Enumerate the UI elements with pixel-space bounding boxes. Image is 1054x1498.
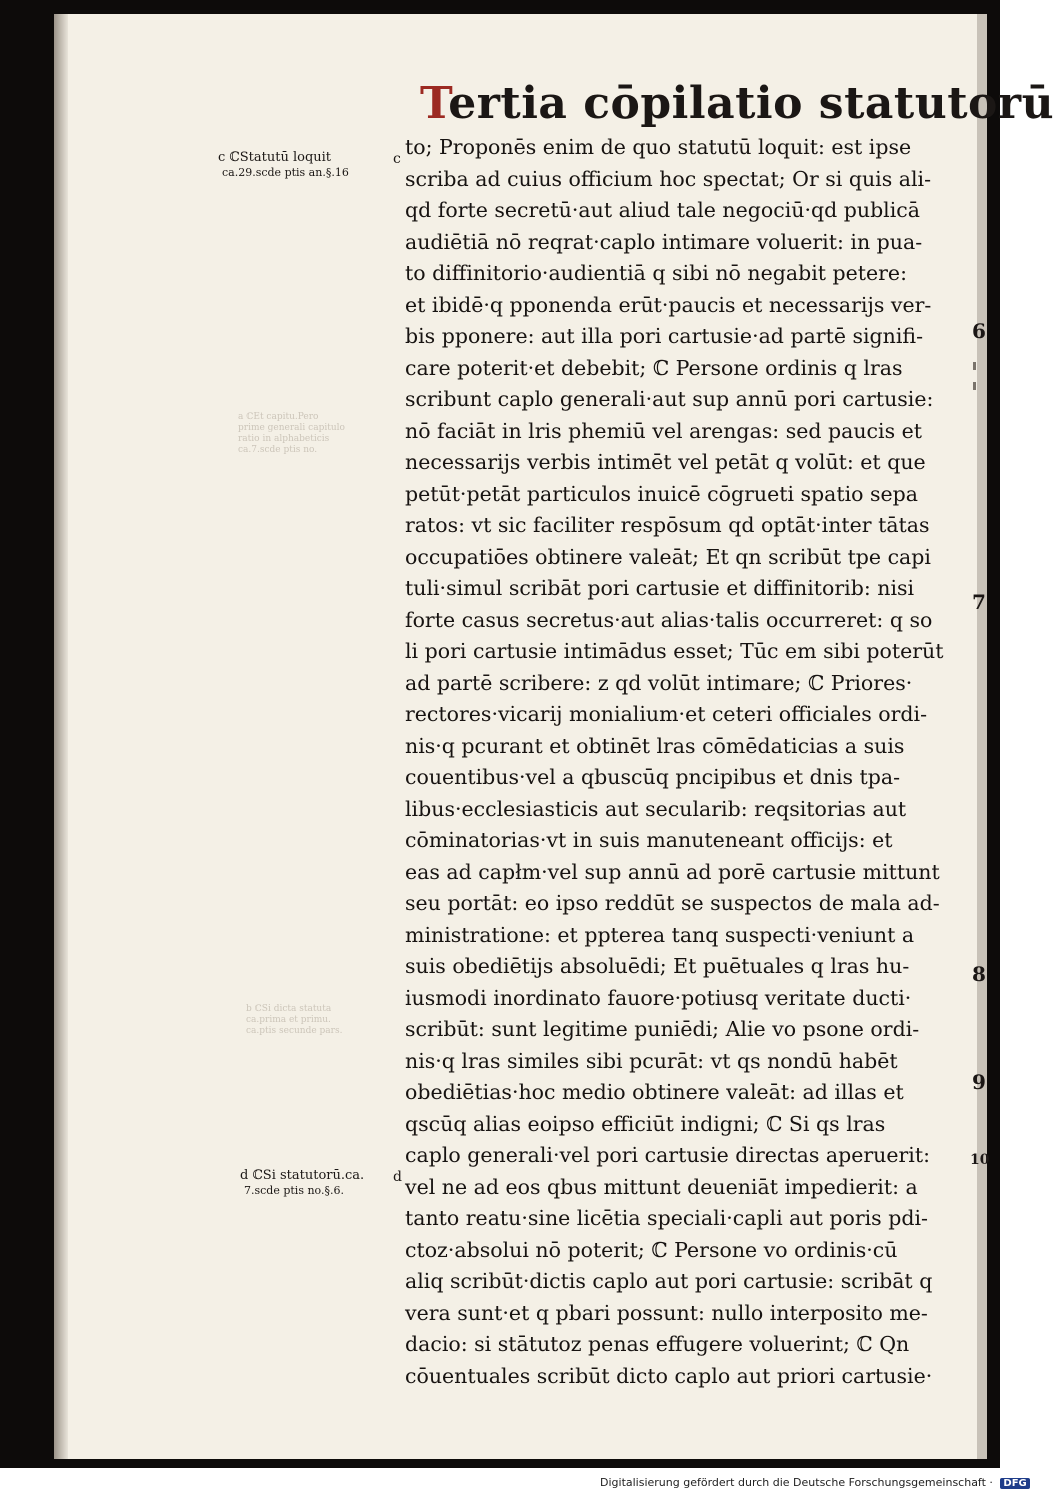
text-line: aliq scribūt·dictis caplo aut pori cartusie: scribāt q (405, 1269, 933, 1293)
text-line: dacio: si stātutoz penas effugere voluerint; ℂ Qn (405, 1332, 910, 1356)
text-line: eas ad capłm·vel sup annū ad porē cartusie mittunt (405, 859, 940, 884)
text-line: qscūq alias eoipso efficiūt indigni; ℂ Si qs lras (405, 1111, 886, 1136)
text-line: bis pponere: aut illa pori cartusie·ad partē signifi- (405, 324, 924, 348)
section-number-9: 9 (972, 1070, 986, 1094)
text-line: seu portāt: eo ipso reddūt se suspectos de mala ad- (405, 891, 940, 915)
text-line: couentibus·vel a qbuscūq pncipibus et dnis tpa- (405, 765, 901, 789)
ghost-note-b-line-2: ca.prima et primu. (246, 1015, 331, 1025)
section-number-7: 7 (972, 590, 986, 614)
text-line: necessarijs verbis intimēt vel petāt q volūt: et que (405, 450, 926, 474)
ghost-margin-note-b (246, 1004, 342, 1037)
text-line: scribunt caplo generali·aut sup annū pori cartusie: (405, 387, 934, 411)
section-number-10: 10 (970, 1152, 990, 1168)
margin-note-bottom (240, 1168, 364, 1198)
section-number-6: 6 (972, 319, 986, 343)
text-line: obediētias·hoc medio obtinere valeāt: ad illas et (405, 1080, 904, 1104)
margin-mark (973, 362, 976, 370)
line-marker-d: d (393, 1169, 402, 1185)
text-line: suis obediētijs absoluēdi; Et puētuales q lras hu- (405, 954, 910, 978)
text-line: li pori cartusie intimādus esset; Tūc em sibi poterūt (405, 639, 944, 663)
ghost-note-a-line-1: a ℂEt capitu.Pero (238, 412, 319, 422)
text-line: to; Proponēs enim de quo statutū loquit: est ipse (405, 135, 912, 159)
title-rest: ertia cōpilatio statutorū (448, 78, 1054, 129)
section-number-8: 8 (972, 962, 986, 986)
margin-note-top (218, 150, 349, 180)
text-line: tanto reatu·sine licētia speciali·capli aut poris pdi- (405, 1206, 928, 1230)
ghost-note-a-line-4: ca.7.scde ptis no. (238, 445, 318, 455)
text-line: ministratione: et ppterea tanq suspecti·veniunt a (405, 922, 915, 947)
text-line: nō faciāt in lris phemiū vel arengas: sed paucis et (405, 418, 922, 443)
text-line: qd forte secretū·aut aliud tale negociū·qd publicā (405, 198, 921, 222)
ghost-margin-note-a (238, 412, 345, 456)
text-line: ad partē scribere: z qd volūt intimare; ℂ Priores· (405, 670, 913, 695)
text-line: caplo generali·vel pori cartusie directas aperuerit: (405, 1143, 930, 1167)
margin-note-bottom-line-1: d ℂSi statutorū.ca. (240, 1168, 365, 1183)
text-line: ctoz·absolui nō poterit; ℂ Persone vo ordinis·cū (405, 1237, 898, 1262)
margin-mark (973, 382, 976, 390)
margin-note-top-line-1: c ℂStatutū loquit (218, 150, 332, 165)
text-line: libus·ecclesiasticis aut secularib: reqsitorias aut (405, 796, 907, 821)
text-line: scriba ad cuius officium hoc spectat; Or si quis ali- (405, 166, 932, 191)
text-line: to diffinitorio·audientiā q sibi nō negabit petere: (405, 261, 907, 285)
text-line: ratos: vt sic faciliter respōsum qd optāt·inter tātas (405, 513, 930, 537)
page-title (420, 78, 1054, 129)
margin-note-bottom-line-2: 7.scde ptis no.§.6. (244, 1184, 344, 1197)
ghost-note-b-line-1: b ℂSi dicta statuta (246, 1004, 332, 1014)
text-line: rectores·vicarij monialium·et ceteri officiales ordi- (405, 702, 927, 726)
text-line: tuli·simul scribāt pori cartusie et diffinitorib: nisi (405, 576, 915, 600)
ghost-note-b-line-3: ca.ptis secunde pars. (246, 1026, 343, 1036)
footer-credit-text: Digitalisierung gefördert durch die Deutsche Forschungsgemeinschaft · (600, 1476, 993, 1489)
dfg-logo: DFG (1000, 1478, 1029, 1489)
text-line: scribūt: sunt legitime puniēdi; Alie vo psone ordi- (405, 1017, 920, 1041)
ghost-note-a-line-3: ratio in alphabeticis (238, 434, 330, 444)
title-initial: T (420, 78, 449, 129)
text-line: iusmodi inordinato fauore·potiusq veritate ducti· (405, 985, 912, 1010)
text-line: et ibidē·q pponenda erūt·paucis et necessarijs ver- (405, 292, 932, 317)
text-line: care poterit·et debebit; ℂ Persone ordinis q lras (405, 355, 903, 380)
text-line: vel ne ad eos qbus mittunt deueniāt impedierit: a (405, 1174, 918, 1199)
text-line: petūt·petāt particulos inuicē cōgrueti spatio sepa (405, 481, 919, 506)
text-line: cōminatorias·vt in suis manuteneant officijs: et (405, 828, 893, 852)
text-line: nis·q lras similes sibi pcurāt: vt qs nondū habēt (405, 1048, 898, 1073)
margin-note-top-line-2: ca.29.scde ptis an.§.16 (222, 166, 349, 179)
ghost-note-a-line-2: prime generali capitulo (238, 423, 345, 433)
page-gutter-shadow (54, 14, 68, 1459)
text-line: cōuentuales scribūt dicto caplo aut priori cartusie· (405, 1363, 933, 1388)
text-line: nis·q pcurant et obtinēt lras cōmēdaticias a suis (405, 733, 905, 758)
line-marker-c: c (393, 151, 401, 167)
text-line: audiētiā nō reqrat·caplo intimare voluerit: in pua- (405, 229, 923, 254)
text-line: vera sunt·et q pbari possunt: nullo interposito me- (405, 1300, 928, 1325)
text-line: forte casus secretus·aut alias·talis occurreret: q so (405, 607, 933, 632)
main-text-block (405, 132, 965, 1392)
footer-credit (600, 1476, 1030, 1489)
text-line: occupatiōes obtinere valeāt; Et qn scribūt tpe capi (405, 544, 931, 569)
